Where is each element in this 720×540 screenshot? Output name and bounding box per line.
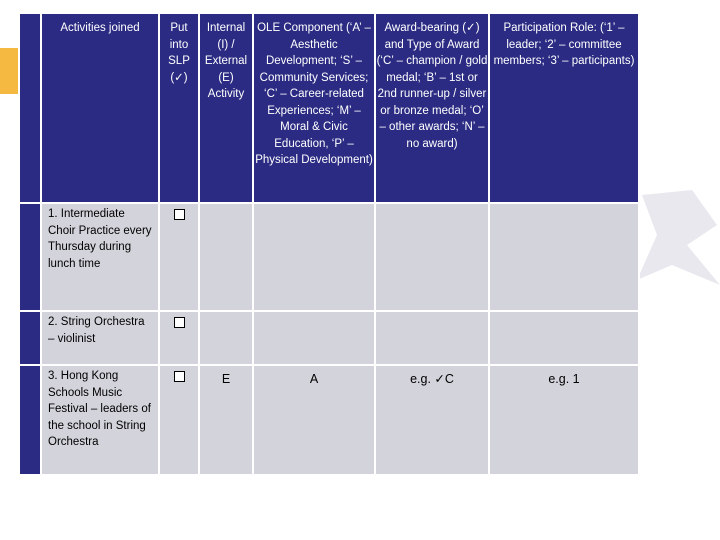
put-into-slp-cell [159,365,199,475]
award-cell: e.g. ✓C [375,365,489,475]
table-header-row [19,13,639,203]
award-cell [375,203,489,311]
award-cell [375,311,489,365]
internal-external-cell [199,311,253,365]
role-cell [489,203,639,311]
role-cell: e.g. 1 [489,365,639,475]
header-participation-role: Participation Role: (‘1’ – leader; ‘2’ – committee members; ‘3’ – participants) [489,13,639,203]
row-strip [19,13,41,203]
ole-cell: A [253,365,375,475]
role-cell [489,311,639,365]
table-row [19,311,639,365]
slp-checkbox[interactable] [174,371,185,382]
header-award: Award-bearing (✓) and Type of Award (‘C’ – champion / gold medal; ‘B’ – 1st or 2nd runner-up / silver or bronze medal; ‘O’ – other awards; ‘N’ – no award) [375,13,489,203]
ole-cell [253,203,375,311]
put-into-slp-cell [159,203,199,311]
activity-cell: 2. String Orchestra – violinist [41,311,159,365]
table-row [19,203,639,311]
header-activities: Activities joined [41,13,159,203]
row-strip [19,311,41,365]
put-into-slp-cell [159,311,199,365]
slp-checkbox[interactable] [174,209,185,220]
internal-external-cell [199,203,253,311]
internal-external-cell: E [199,365,253,475]
ole-cell [253,311,375,365]
activity-cell: 3. Hong Kong Schools Music Festival – leaders of the school in String Orchestra [41,365,159,475]
decorative-shape [632,185,720,295]
row-strip [19,203,41,311]
slp-checkbox[interactable] [174,317,185,328]
header-ole-component: OLE Component (‘A’ –Aesthetic Development; ‘S’ –Community Services; ‘C’ – Career-related Experiences; ‘M’ – Moral & Civic Education, ‘P’ – Physical Development) [253,13,375,203]
header-put-into-slp: Put into SLP (✓) [159,13,199,203]
row-strip [19,365,41,475]
orange-accent-bar [0,48,18,94]
table-row [19,365,639,475]
header-internal-external: Internal (I) / External (E) Activity [199,13,253,203]
activities-table [18,12,640,476]
activity-cell: 1. Intermediate Choir Practice every Thursday during lunch time [41,203,159,311]
